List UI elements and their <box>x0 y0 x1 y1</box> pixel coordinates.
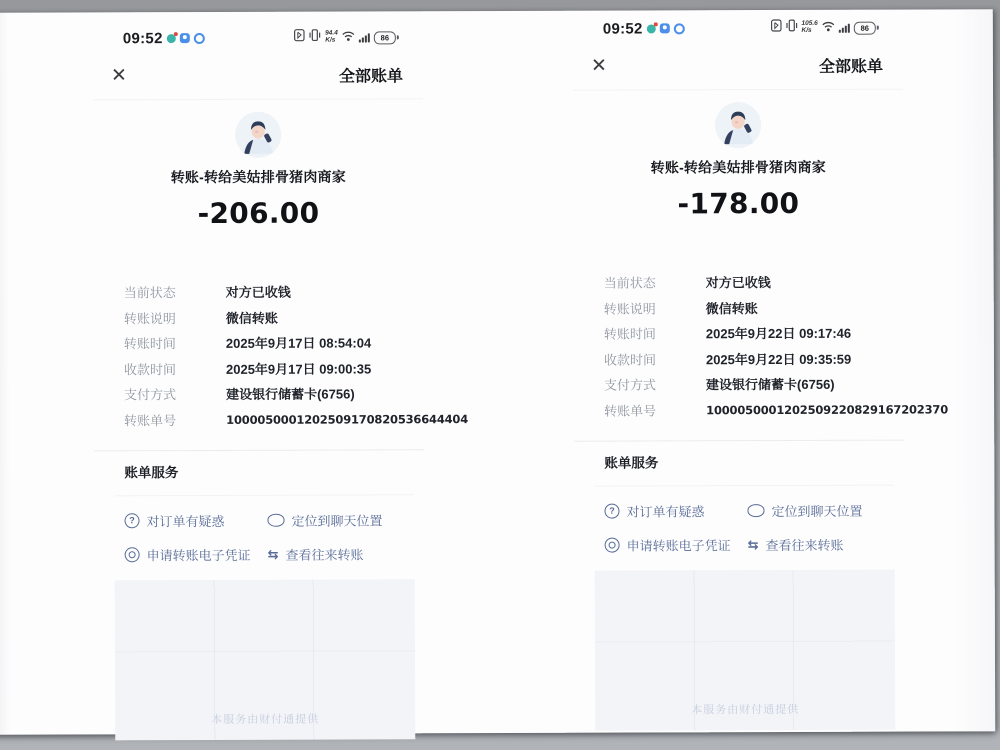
page-header <box>573 54 903 91</box>
provider-watermark: 本服务由财付通提供 <box>211 713 320 726</box>
status-left <box>603 20 685 37</box>
detail-row <box>604 276 904 291</box>
transfer-arrows-icon: ⇆ <box>747 537 759 553</box>
vibrate-icon <box>785 19 797 37</box>
transfer-title: 转账-转给美姑排骨猪肉商家 <box>650 158 826 176</box>
link-label: 对订单有疑惑 <box>146 513 225 530</box>
avatar[interactable] <box>235 112 281 158</box>
service-links-row <box>95 544 425 564</box>
service-links-row <box>575 535 905 555</box>
transfer-order-number: 1000050001202509220829167202370 <box>706 401 949 417</box>
vibrate-icon <box>309 29 321 47</box>
receipt-circle-icon <box>605 538 620 553</box>
signal-bars-icon <box>359 32 370 42</box>
detail-label: 转账时间 <box>603 326 656 342</box>
avatar[interactable] <box>715 102 761 148</box>
link-label: 定位到聊天位置 <box>771 503 863 520</box>
link-label: 对订单有疑惑 <box>626 504 705 520</box>
service-links-row <box>574 501 904 521</box>
battery-percent: 86 <box>854 21 876 34</box>
notification-app-icon <box>647 24 656 33</box>
detail-row <box>124 285 424 300</box>
detail-label: 转账说明 <box>123 310 176 326</box>
battery-icon <box>854 21 879 34</box>
locate-chat-link[interactable] <box>267 510 382 529</box>
wechat-bill-screenshot-left <box>93 19 469 740</box>
sub-divider <box>594 485 894 487</box>
bill-services-title: 账单服务 <box>124 465 179 481</box>
detail-row <box>604 378 904 393</box>
all-bills-link[interactable]: 全部账单 <box>338 68 403 86</box>
detail-value: 对方已收钱 <box>705 275 771 291</box>
close-icon[interactable]: ✕ <box>110 65 127 87</box>
detail-value: 2025年9月22日 09:17:46 <box>705 325 852 342</box>
dispute-order-link[interactable] <box>604 501 747 520</box>
link-label: 查看往来转账 <box>285 547 364 563</box>
locate-chat-link[interactable] <box>747 501 862 520</box>
bluetooth-device-icon <box>194 33 205 44</box>
link-label: 定位到聊天位置 <box>291 513 383 529</box>
notification-app-icon <box>167 34 176 43</box>
detail-value: 建设银行储蓄卡(6756) <box>706 376 835 393</box>
detail-value: 建设银行储蓄卡(6756) <box>226 386 355 402</box>
transfer-title: 转账-转给美姑排骨猪肉商家 <box>170 168 346 186</box>
scanned-paper <box>0 9 995 734</box>
bluetooth-device-icon <box>674 23 685 34</box>
all-bills-link[interactable]: 全部账单 <box>818 58 883 76</box>
question-circle-icon: ? <box>124 513 139 528</box>
request-receipt-link[interactable] <box>605 535 748 554</box>
detail-value: 微信转账 <box>225 310 278 326</box>
chat-bubble-icon <box>747 504 764 517</box>
view-transfers-link[interactable] <box>268 544 364 563</box>
request-receipt-link[interactable] <box>125 545 268 564</box>
detail-label: 转账单号 <box>604 402 657 419</box>
detail-label: 转账单号 <box>124 412 177 428</box>
detail-row <box>604 352 904 367</box>
provider-watermark: 本服务由财付通提供 <box>691 703 800 717</box>
detail-label: 支付方式 <box>604 377 657 393</box>
nfc-icon <box>770 19 781 37</box>
question-circle-icon: ? <box>604 504 619 519</box>
network-speed-value: 105.6 <box>801 20 818 28</box>
detail-value: 对方已收钱 <box>225 284 291 300</box>
network-speed-unit: K/s <box>801 26 812 34</box>
clock-time: 09:52 <box>122 29 163 47</box>
detail-label: 转账说明 <box>603 300 656 317</box>
battery-icon <box>374 31 399 44</box>
view-transfers-link[interactable] <box>748 535 844 554</box>
detail-row <box>604 327 904 342</box>
detail-label: 收款时间 <box>123 361 177 377</box>
nfc-icon <box>294 29 305 47</box>
network-speed-value: 94.4 <box>325 29 338 37</box>
detail-row <box>124 411 469 428</box>
status-bar <box>573 10 903 39</box>
link-label: 申请转账电子凭证 <box>146 547 251 564</box>
detail-value: 2025年9月17日 08:54:04 <box>225 335 372 351</box>
clock-time: 09:52 <box>602 19 643 38</box>
transfer-details <box>574 275 949 419</box>
detail-row <box>124 387 424 402</box>
detail-value: 微信转账 <box>705 300 758 316</box>
detail-row <box>124 336 424 351</box>
detail-value: 2025年9月22日 09:35:59 <box>705 351 852 367</box>
dispute-order-link[interactable] <box>124 511 267 530</box>
detail-value: 2025年9月17日 09:00:35 <box>225 360 372 377</box>
screen-bottom-area <box>115 579 416 740</box>
detail-row <box>124 311 424 326</box>
detail-label: 收款时间 <box>603 351 656 368</box>
transfer-amount: -206.00 <box>197 196 320 231</box>
network-speed <box>801 21 817 35</box>
health-app-icon <box>180 33 190 43</box>
status-left <box>123 30 205 47</box>
page-header <box>93 63 423 100</box>
detail-label: 支付方式 <box>124 387 177 403</box>
detail-label: 转账时间 <box>123 336 176 352</box>
battery-percent: 86 <box>374 31 396 44</box>
wechat-bill-screenshot-right <box>573 10 949 731</box>
screen-bottom-area <box>595 570 896 731</box>
transfer-order-number: 1000050001202509170820536644404 <box>226 411 469 427</box>
transfer-details <box>94 284 469 428</box>
health-app-icon <box>660 23 670 33</box>
wifi-icon <box>822 19 835 37</box>
status-right <box>294 28 399 46</box>
status-bar <box>93 19 423 48</box>
wifi-icon <box>342 28 355 46</box>
sub-divider <box>114 494 414 496</box>
link-label: 查看往来转账 <box>765 537 844 554</box>
service-links-row <box>94 510 424 530</box>
network-speed-unit: K/s <box>325 36 336 44</box>
bill-services-title: 账单服务 <box>604 455 659 471</box>
network-speed <box>325 31 338 45</box>
chat-bubble-icon <box>267 514 284 527</box>
transfer-arrows-icon: ⇆ <box>267 546 279 562</box>
receipt-circle-icon <box>125 547 140 562</box>
close-icon[interactable]: ✕ <box>590 55 607 77</box>
detail-row <box>124 362 424 377</box>
detail-label: 当前状态 <box>123 285 176 301</box>
detail-row <box>604 301 904 316</box>
detail-row <box>604 401 949 419</box>
link-label: 申请转账电子凭证 <box>626 538 731 554</box>
status-right <box>770 19 878 37</box>
detail-label: 当前状态 <box>603 275 656 291</box>
transfer-amount: -178.00 <box>677 186 800 221</box>
signal-bars-icon <box>839 23 850 33</box>
